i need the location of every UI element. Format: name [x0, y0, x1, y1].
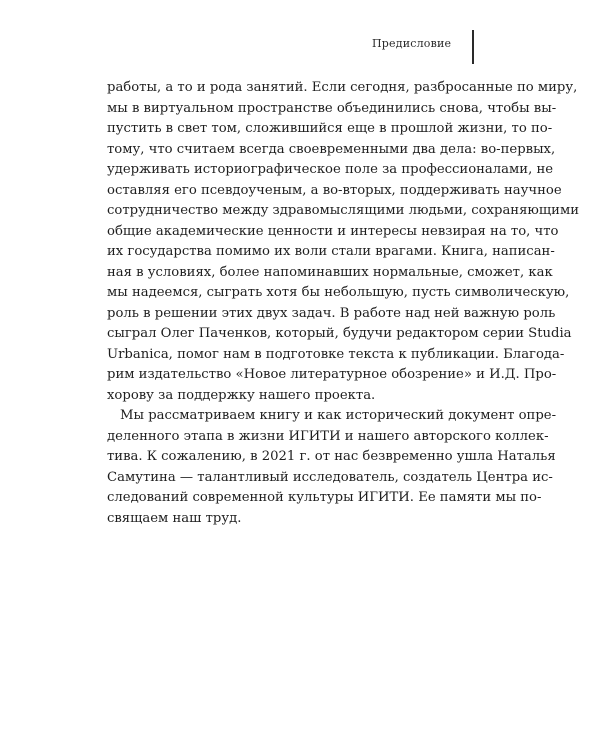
- text-line: деленного этапа в жизни ИГИТИ и нашего авторского коллек-: [107, 428, 549, 444]
- paragraph-2: [107, 406, 557, 529]
- text-line: роль в решении этих двух задач. В работе над ней важную роль: [107, 305, 556, 321]
- text-line: рим издательство «Новое литературное обозрение» и И.Д. Про-: [107, 367, 557, 382]
- text-line: пустить в свет том, сложившийся еще в прошлой жизни, то по-: [107, 121, 553, 136]
- text-line: оставляя его псевдоученым, а во-вторых, поддерживать научное: [107, 182, 562, 198]
- text-line: свящаем наш труд.: [107, 510, 242, 526]
- text-line: Мы рассматриваем книгу и как исторический документ опре-: [120, 408, 557, 423]
- text-line: сыграл Олег Паченков, который, будучи редактором серии Studia: [107, 326, 572, 341]
- text-line: Urbanica, помог нам в подготовке текста к публикации. Благода-: [107, 346, 565, 362]
- text-line: тива. К сожалению, в 2021 г. от нас безвременно ушла Наталья: [107, 449, 556, 464]
- text-line: их государства помимо их воли стали врагами. Книга, написан-: [107, 244, 555, 259]
- paragraph-1: [107, 78, 579, 406]
- text-line: следований современной культуры ИГИТИ. Ее памяти мы по-: [107, 490, 542, 505]
- text-line: удерживать историографическое поле за профессионалами, не: [107, 162, 554, 177]
- text-line: мы в виртуальном пространстве объединились снова, чтобы вы-: [107, 100, 557, 116]
- text-line: общие академические ценности и интересы невзирая на то, что: [107, 223, 559, 239]
- text-line: ная в условиях, более напоминавших нормальные, сможет, как: [107, 264, 553, 280]
- text-line: работы, а то и рода занятий. Если сегодня, разбросанные по миру,: [107, 80, 578, 95]
- text-line: тому, что считаем всегда своевременными два дела: во-первых,: [107, 141, 556, 157]
- running-head-rule: [472, 30, 474, 64]
- text-line: хорову за поддержку нашего проекта.: [107, 387, 376, 403]
- body-text: [107, 78, 579, 529]
- text-line: сотрудничество между здравомыслящими людьми, сохраняющими: [107, 203, 579, 218]
- text-line: Самутина — талантливый исследователь, создатель Центра ис-: [107, 469, 553, 485]
- running-head: Предисловие: [372, 37, 452, 50]
- text-line: мы надеемся, сыграть хотя бы небольшую, пусть символическую,: [107, 285, 570, 300]
